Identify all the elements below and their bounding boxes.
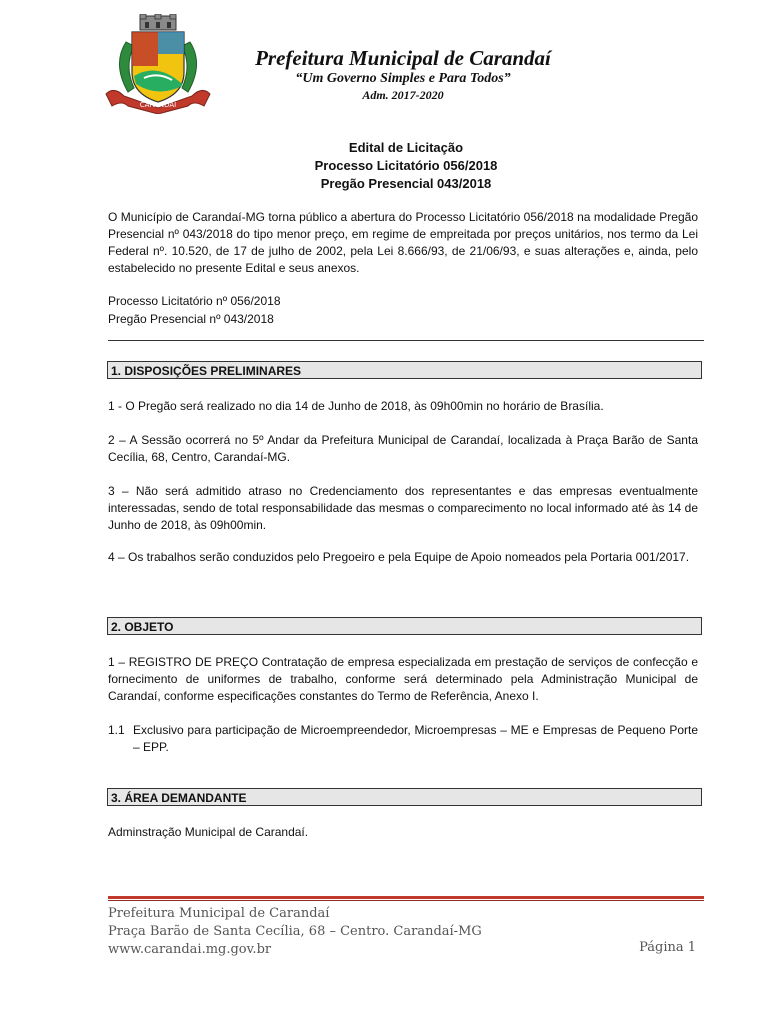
section3-item-1: Adminstração Municipal de Carandaí. [108,825,309,839]
administration-period: Adm. 2017-2020 [362,88,444,102]
footer-address: Praça Barão de Santa Cecília, 68 – Centro. Carandaí-MG [108,924,482,939]
intro-paragraph: O Município de Carandaí-MG torna público a abertura do Processo Licitatório 056/2018 na modalidade Pregão Presencial nº 043/2018 do tipo menor preço, em regime de empreitada por preços unitários, nos termo da Lei Federal nº. 10.520, de 17 de julho de 2002, pela Lei 8.666/93, de 21/06/93, e suas alterações e, ainda, pelo estabelecido no presente Edital e seus anexos. [108,210,698,275]
section1-item-3: 3 – Não será admitido atraso no Credenciamento dos representantes e das empresas eventualmente interessadas, sendo de total responsabilidade das mesmas o comparecimento no local informado até às 14 de Junho de 2018, às 09h00min. [108,484,698,532]
section-heading-preliminares: 1. DISPOSIÇÕES PRELIMINARES [107,361,702,379]
crest-ribbon-text: CARANDAÍ [139,101,177,109]
divider-rule [108,340,704,341]
heading-line-processo: Processo Licitatório 056/2018 [314,158,498,173]
section-heading-area-demandante: 3. ÁREA DEMANDANTE [107,788,702,806]
section2-subitem [108,722,698,756]
footer-municipality: Prefeitura Municipal de Carandaí [108,906,330,921]
section1-item-1: 1 - O Pregão será realizado no dia 14 de Junho de 2018, às 09h00min no horário de Brasília. [108,399,604,413]
document-heading [108,139,704,193]
subitem-number: 1.1 [108,723,125,737]
footer-rule-thin [108,900,704,901]
section1-item-4: 4 – Os trabalhos serão conduzidos pelo Pregoeiro e pela Equipe de Apoio nomeados pela Portaria 001/2017. [108,550,690,564]
section-heading-objeto: 2. OBJETO [107,617,702,635]
municipal-crest-logo [104,14,212,114]
municipality-motto: “Um Governo Simples e Para Todos” [295,71,511,86]
page-number: Página 1 [639,940,696,955]
municipality-title: Prefeitura Municipal de Carandaí [255,46,551,70]
footer-rule-thick [108,896,704,899]
process-reference: Processo Licitatório nº 056/2018 [108,294,281,308]
subitem-text: Exclusivo para participação de Microempreendedor, Microempresas – ME e Empresas de Pequeno Porte – EPP. [133,723,698,754]
section1-item-2: 2 – A Sessão ocorrerá no 5º Andar da Prefeitura Municipal de Carandaí, localizada à Praça Barão de Santa Cecília, 68, Centro, Carandaí-MG. [108,433,698,464]
heading-line-pregao: Pregão Presencial 043/2018 [320,176,492,191]
footer-website-link[interactable]: www.carandai.mg.gov.br [108,942,272,957]
section2-item-1: 1 – REGISTRO DE PREÇO Contratação de empresa especializada em prestação de serviços de confecção e fornecimento de uniformes de trabalho, conforme será determinado pela Administração Municipal de Carandaí, conforme especificações constantes do Termo de Referência, Anexo I. [108,655,698,703]
pregao-reference: Pregão Presencial nº 043/2018 [108,312,274,326]
heading-line-edital: Edital de Licitação [348,140,464,155]
